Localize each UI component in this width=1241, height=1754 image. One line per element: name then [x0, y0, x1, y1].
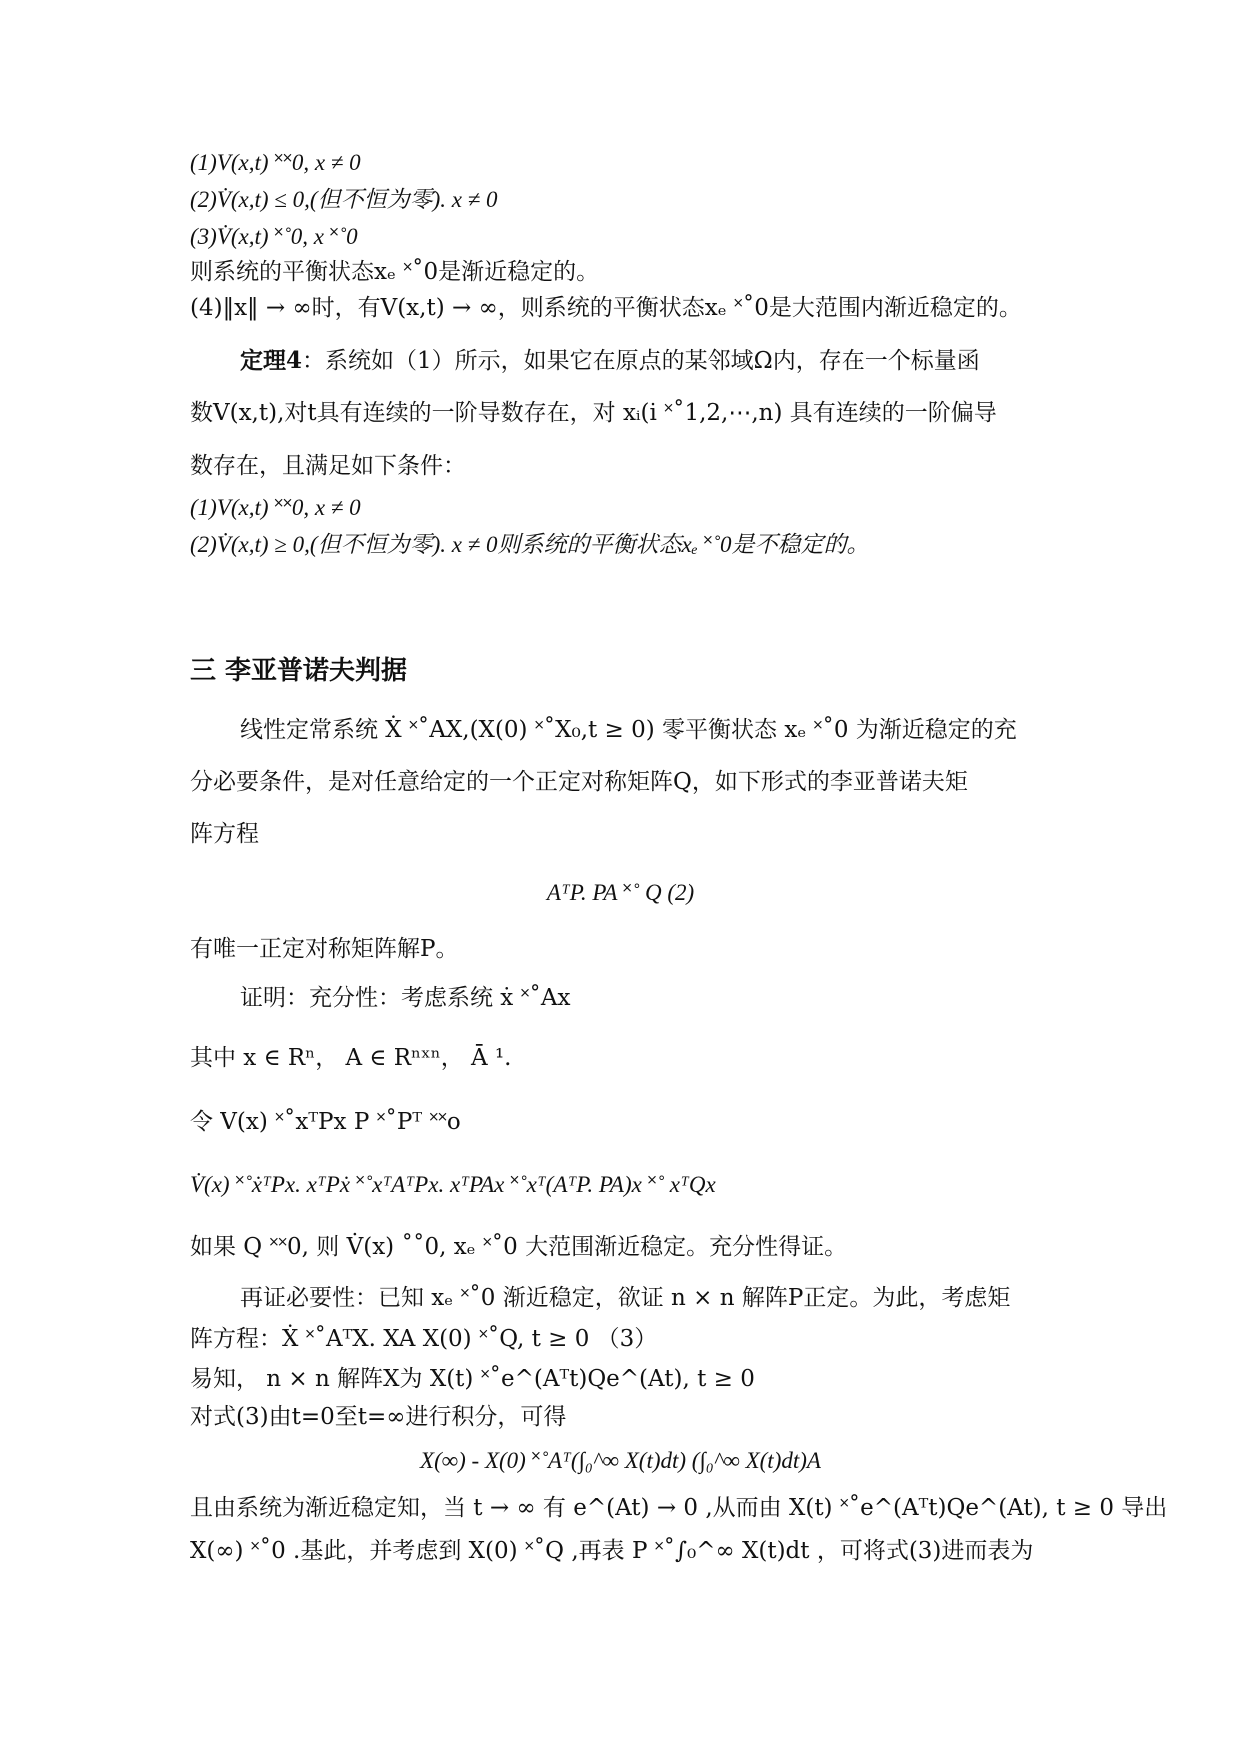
theorem-4-line-1: [240, 346, 980, 376]
proof-sufficiency: 证明：充分性：考虑系统 ẋ ˟˚Ax: [240, 985, 571, 1011]
matrix-equation-3: 阵方程：Ẋ ˟˚AᵀX. XA X(0) ˟˚Q, t ≥ 0 （3）: [190, 1326, 658, 1352]
unique-solution-line: 有唯一正定对称矩阵解P。: [190, 936, 459, 962]
where-clause: 其中 x ∈ Rⁿ， A ∈ Rⁿˣⁿ， Ā ¹.: [190, 1045, 512, 1071]
equation-2: AᵀP. PA ˟˚ Q (2): [546, 880, 695, 905]
integral-equation: X(∞) - X(0) ˟˚Aᵀ(∫₀^∞ X(t)dt) (∫₀^∞ X(t)dt)A: [420, 1448, 821, 1473]
theorem-4-condition-1: (1)V(x,t) ˟˟0, x ≠ 0: [190, 495, 361, 520]
asymptotic-limit-line: 且由系统为渐近稳定知，当 t → ∞ 有 e^(At) → 0 ,从而由 X(t) ˟˚e^(Aᵀt)Qe^(At), t ≥ 0 导出: [190, 1495, 1168, 1521]
condition-2: (2)V̇(x,t) ≤ 0,(但不恒为零). x ≠ 0: [190, 187, 498, 212]
theorem-4-text-a: ：系统如（1）所示，如果它在原点的某邻域Ω内，存在一个标量函: [302, 348, 980, 374]
theorem-4-condition-2: (2)V̇(x,t) ≥ 0,(但不恒为零). x ≠ 0则系统的平衡状态xₑ ˟˚0是不稳定的。: [190, 532, 870, 557]
integration-intro: 对式(3)由t=0至t=∞进行积分，可得: [190, 1404, 567, 1430]
sufficiency-conclusion: 如果 Q ˟˟0, 则 V̇(x) ˚˚0, xₑ ˟˚0 大范围渐近稳定。充分性得证。: [190, 1234, 848, 1260]
criterion-line-3: 阵方程: [190, 821, 259, 847]
solution-matrix-line: 易知， n × n 解阵X为 X(t) ˟˚e^(Aᵀt)Qe^(At), t ≥ 0: [190, 1366, 755, 1392]
derivative-expansion: V̇(x) ˟˚ẋᵀPx. xᵀPẋ ˟˚xᵀAᵀPx. xᵀPAx ˟˚xᵀ(AᵀP. PA)x ˟˚ xᵀQx: [190, 1172, 716, 1197]
criterion-line-2: 分必要条件，是对任意给定的一个正定对称矩阵Q，如下形式的李亚普诺夫矩: [190, 769, 968, 795]
condition-1: (1)V(x,t) ˟˟0, x ≠ 0: [190, 150, 361, 175]
asymptotic-conclusion: 则系统的平衡状态xₑ ˟˚0是渐近稳定的。: [190, 259, 600, 285]
theorem-4-line-2: 数V(x,t),对t具有连续的一阶导数存在，对 xᵢ(i ˟˚1,2,⋯,n) 具有连续的一阶偏导: [190, 400, 997, 426]
condition-4: (4)‖x‖ → ∞时，有V(x,t) → ∞，则系统的平衡状态xₑ ˟˚0是大范围内渐近稳定的。: [190, 295, 1022, 321]
condition-3: (3)V̇(x,t) ˟˚0, x ˟˚0: [190, 224, 358, 249]
necessity-line-1: 再证必要性：已知 xₑ ˟˚0 渐近稳定，欲证 n × n 解阵P正定。为此，考虑矩: [240, 1285, 1011, 1311]
theorem-4-line-3: 数存在，且满足如下条件：: [190, 453, 466, 479]
lyapunov-function-def: 令 V(x) ˟˚xᵀPx P ˟˚Pᵀ ˟˟o: [190, 1109, 461, 1135]
criterion-line-1: 线性定常系统 Ẋ ˟˚AX,(X(0) ˟˚X₀,t ≥ 0) 零平衡状态 xₑ ˟˚0 为渐近稳定的充: [240, 717, 1017, 743]
section-heading: 三 李亚普诺夫判据: [190, 656, 408, 686]
theorem-4-label: 定理4: [240, 347, 303, 374]
final-representation-line: X(∞) ˟˚0 .基此，并考虑到 X(0) ˟˚Q ,再表 P ˟˚∫₀^∞ X(t)dt ，可将式(3)进而表为: [190, 1538, 1034, 1564]
